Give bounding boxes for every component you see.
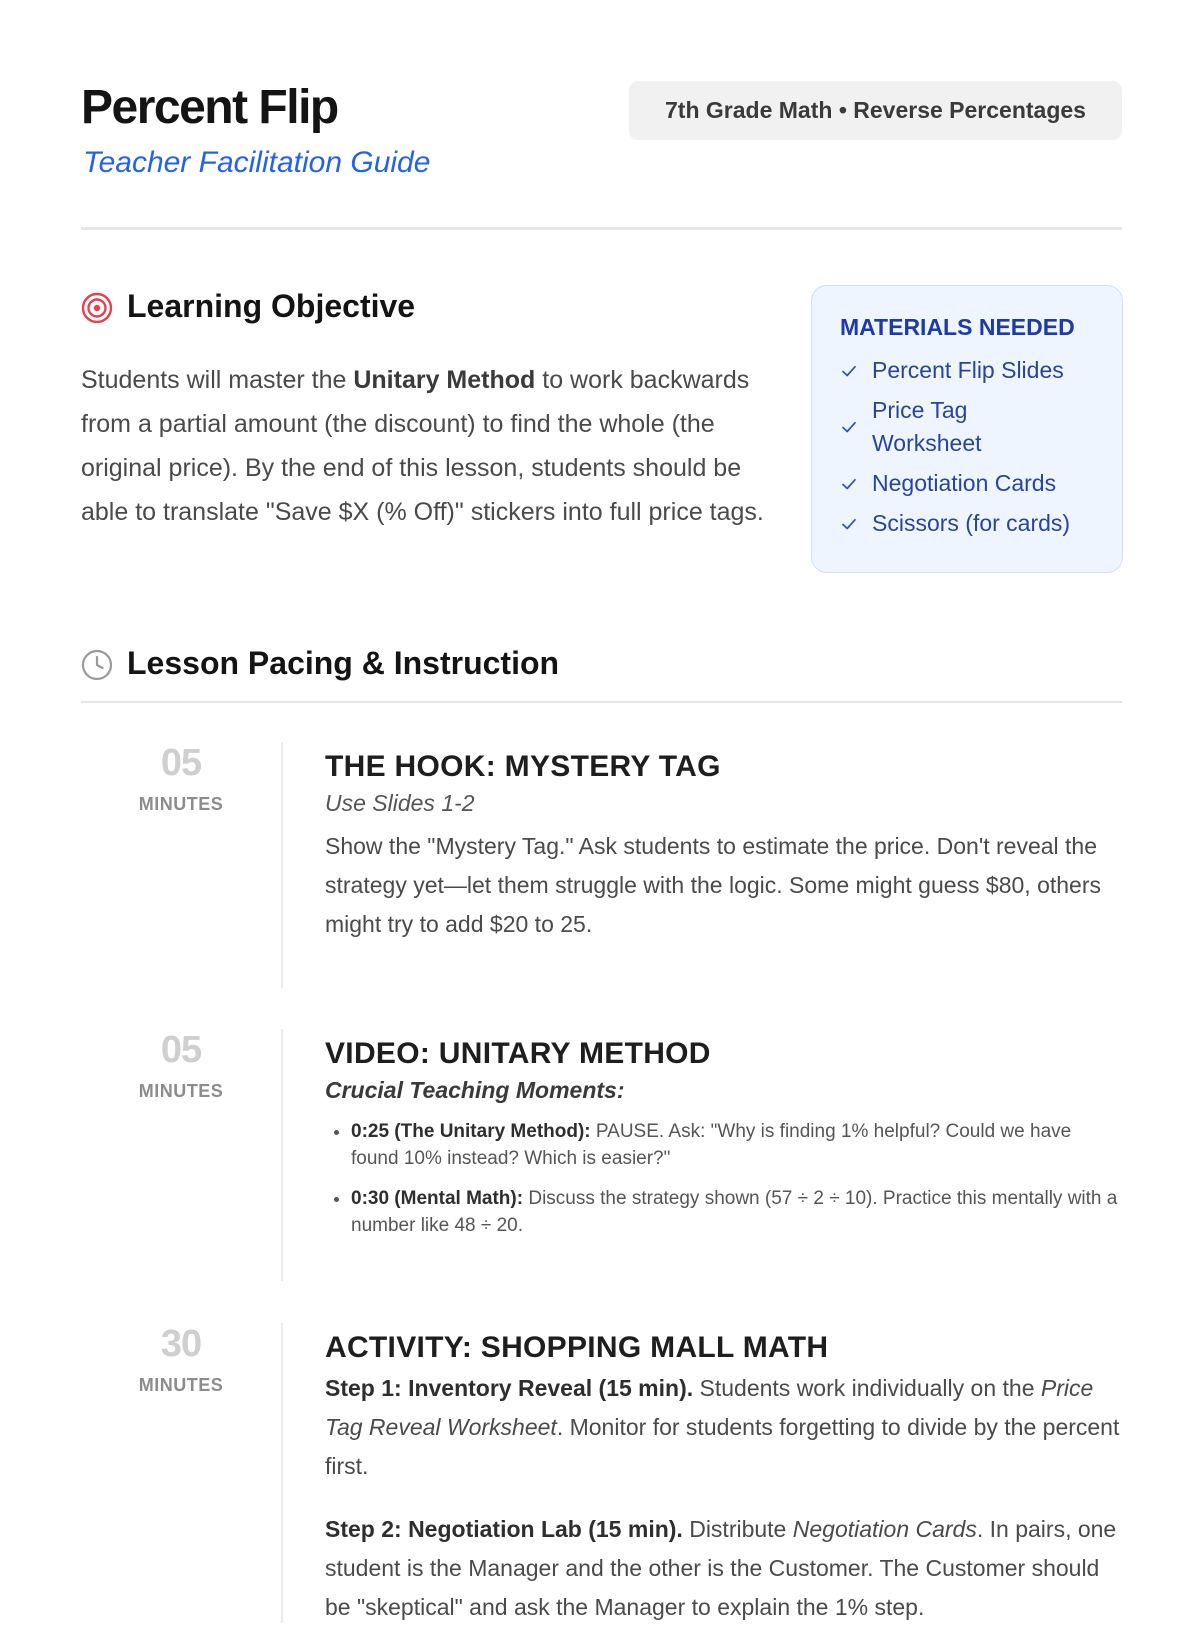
activity-step-1: Step 1: Inventory Reveal (15 min). Students work individually on the Price Tag Reveal Worksheet. Monitor for students forgetting to divide by the percent first. [325, 1375, 1120, 1479]
materials-card [811, 285, 1123, 573]
page-title: Percent Flip [81, 81, 338, 134]
materials-title: MATERIALS NEEDED [840, 314, 1075, 340]
check-icon [840, 475, 858, 493]
target-icon [81, 292, 113, 324]
header-divider [81, 227, 1122, 230]
segment-title: THE HOOK: MYSTERY TAG [325, 750, 721, 783]
segment-body [325, 750, 1122, 944]
segment-minutes-label: MINUTES [138, 794, 224, 814]
unitary-method-term: Unitary Method [353, 366, 536, 394]
objective-text: Students will master the Unitary Method to work backwards from a partial amount (the discount) to find the whole (the original price). By the end of this lesson, students should be able to translate "Save $X (% Off)" stickers into full price tags. [81, 366, 764, 526]
segment-duration [81, 742, 281, 815]
segment-minutes-label: MINUTES [138, 1081, 224, 1101]
objective-heading: Learning Objective [127, 288, 416, 324]
segment-timeline-line [281, 1029, 283, 1281]
segment-minutes: 30 [160, 1323, 202, 1365]
activity-step-2: Step 2: Negotiation Lab (15 min). Distribute Negotiation Cards. In pairs, one student is the Manager and the other is the Customer. The Customer should be "skeptical" and ask the Manager to explain the 1% step. [325, 1516, 1117, 1620]
pacing-divider [81, 701, 1122, 703]
segment-duration [81, 1029, 281, 1102]
check-icon [840, 362, 858, 380]
segment-title: VIDEO: UNITARY METHOD [325, 1037, 711, 1070]
segment-timeline-line [281, 1323, 283, 1623]
materials-item: Percent Flip Slides [840, 354, 1122, 387]
segment-minutes: 05 [160, 1029, 202, 1071]
teaching-moment: • 0:25 (The Unitary Method): PAUSE. Ask: "Why is finding 1% helpful? Could we have found 10% instead? Which is easier?" [351, 1118, 1122, 1172]
pacing-heading: Lesson Pacing & Instruction [127, 645, 560, 681]
page-subtitle: Teacher Facilitation Guide [83, 146, 431, 179]
materials-item: Price Tag Worksheet [840, 394, 1122, 460]
materials-item: Negotiation Cards [840, 467, 1122, 500]
clock-icon [81, 649, 113, 681]
grade-topic-badge: 7th Grade Math • Reverse Percentages [629, 81, 1122, 140]
teaching-moment: • 0:30 (Mental Math): Discuss the strategy shown (57 ÷ 2 ÷ 10). Practice this mentally with a number like 48 ÷ 20. [351, 1185, 1122, 1239]
check-icon [840, 515, 858, 533]
materials-list [840, 354, 1122, 540]
segment-note: Crucial Teaching Moments: [325, 1077, 625, 1103]
teaching-moments-list [325, 1118, 1122, 1239]
check-icon [840, 418, 858, 436]
segment-minutes-label: MINUTES [138, 1375, 224, 1395]
segment-text: Show the "Mystery Tag." Ask students to estimate the price. Don't reveal the strategy yet—let them struggle with the logic. Some might guess $80, others might try to add $20 to 25. [325, 833, 1101, 937]
segment-title: ACTIVITY: SHOPPING MALL MATH [325, 1331, 829, 1364]
segment-body [325, 1331, 1122, 1627]
segment-note: Use Slides 1-2 [325, 790, 475, 816]
segment-duration [81, 1323, 281, 1396]
segment-minutes: 05 [160, 742, 202, 784]
segment-body [325, 1037, 1122, 1252]
materials-item: Scissors (for cards) [840, 507, 1122, 540]
segment-timeline-line [281, 742, 283, 988]
